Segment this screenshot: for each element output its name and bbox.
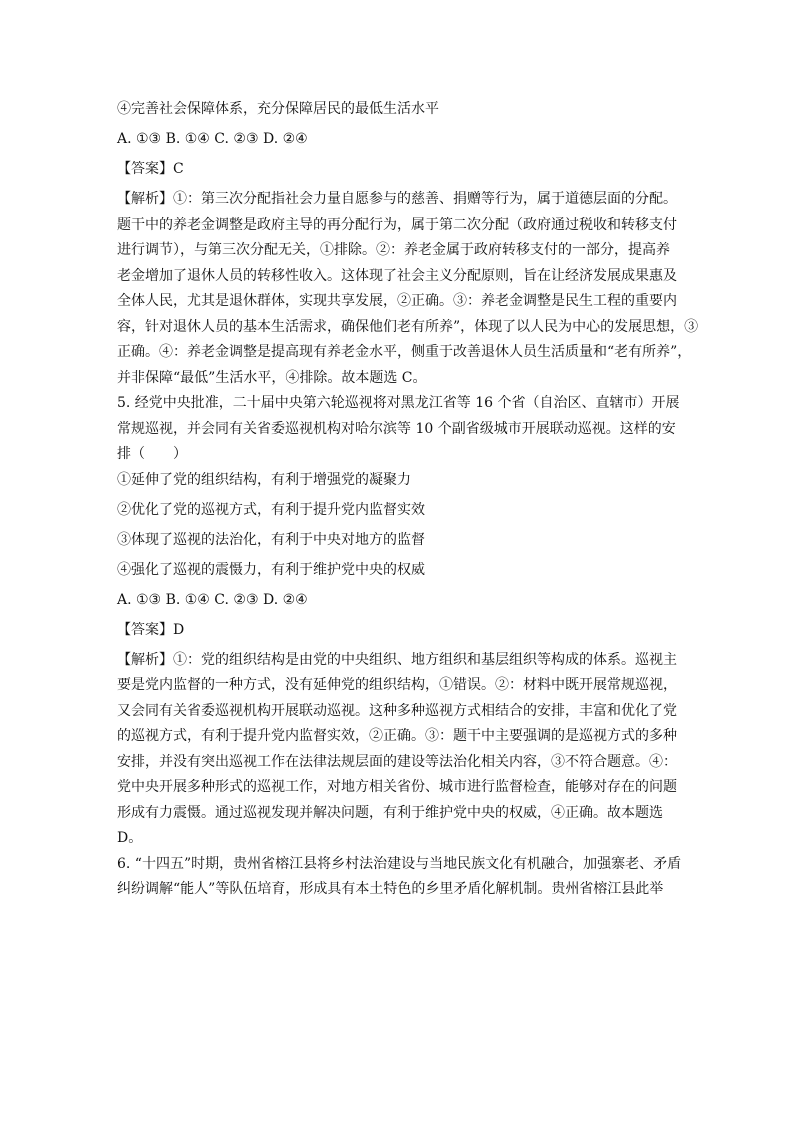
answer-label: 【答案】 xyxy=(117,161,173,177)
q6-stem-line: 6. “十四五”时期，贵州省榕江县将乡村法治建设与当地民族文化有机融合，加强寨老、矛盾 xyxy=(117,855,682,872)
q5-option-4: ④强化了巡视的震慑力，有利于维护党中央的权威 xyxy=(117,561,425,578)
q5-analysis-line: 要是党内监督的一种方式，没有延伸党的组织结构，①错误。②：材料中既开展常规巡视， xyxy=(117,677,677,693)
q4-choices: A. ①③ B. ①④ C. ②③ D. ②④ xyxy=(117,131,308,147)
q4-analysis-line: 正确。④：养老金调整是提高现有养老金水平，侧重于改善退休人员生活质量和“老有所养”， xyxy=(117,344,692,360)
q6-stem-line: 纠纷调解“能人”等队伍培育，形成具有本土特色的乡里矛盾化解机制。贵州省榕江县此举 xyxy=(117,881,664,897)
q5-analysis-line: 【解析】①：党的组织结构是由党的中央组织、地方组织和基层组织等构成的体系。巡视主 xyxy=(117,651,677,668)
q4-answer xyxy=(117,160,687,179)
q5-option-2: ②优化了党的巡视方式，有利于提升党内监督实效 xyxy=(117,501,425,518)
q5-analysis-line: D。 xyxy=(117,830,143,846)
q5-analysis-line: 安排，并没有突出巡视工作在法律法规层面的建设等法治化相关内容，③不符合题意。④： xyxy=(117,753,677,770)
q4-analysis-line: 进行调节），与第三次分配无关，①排除。②：养老金属于政府转移支付的一部分，提高养 xyxy=(117,242,670,258)
q5-option-3: ③体现了巡视的法治化，有利于中央对地方的监督 xyxy=(117,531,425,548)
document-page xyxy=(117,100,699,899)
q5-stem-line: 5. 经党中央批准，二十届中央第六轮巡视将对黑龙江省等 16 个省（自治区、直辖市）开展 xyxy=(117,395,680,411)
analysis-label: 【解析】 xyxy=(117,191,173,207)
analysis-label: 【解析】 xyxy=(117,651,173,668)
q4-option-4: ④完善社会保障体系，充分保障居民的最低生活水平 xyxy=(117,101,439,117)
q5-analysis-line: 又会同有关省委巡视机构开展联动巡视。这种多种巡视方式相结合的安排，丰富和优化了党 xyxy=(117,702,677,719)
q4-analysis-line: 老金增加了退休人员的转移性收入。这体现了社会主义分配原则，旨在让经济发展成果惠及 xyxy=(117,267,677,284)
answer-label: 【答案】 xyxy=(117,621,173,638)
q4-analysis-line: 全体人民，尤其是退休群体，实现共享发展，②正确。③：养老金调整是民生工程的重要内 xyxy=(117,293,677,309)
q4-analysis-line: 并非保障“最低”生活水平，④排除。故本题选 C。 xyxy=(117,369,427,386)
q5-analysis-line: 的巡视方式，有利于提升党内监督实效，②正确。③：题干中主要强调的是巡视方式的多种 xyxy=(117,728,677,744)
answer-value: D xyxy=(173,621,185,638)
q5-option-1: ①延伸了党的组织结构，有利于增强党的凝聚力 xyxy=(117,471,411,488)
q5-stem-line: 排（ ） xyxy=(117,446,187,462)
q5-stem-line: 常规巡视，并会同有关省委巡视机构对哈尔滨等 10 个副省级城市开展联动巡视。这样的安 xyxy=(117,420,676,437)
q4-analysis-line: 【解析】①：第三次分配指社会力量自愿参与的慈善、捐赠等行为，属于道德层面的分配。 xyxy=(117,191,677,207)
answer-value: C xyxy=(173,161,184,177)
q5-choices: A. ①③ B. ①④ C. ②③ D. ②④ xyxy=(117,591,308,608)
q5-analysis-line: 党中央开展多种形式的巡视工作，对地方相关省份、城市进行监督检查，能够对存在的问题 xyxy=(117,779,677,795)
q4-analysis-line: 容，针对退休人员的基本生活需求，确保他们老有所养”，体现了以人民为中心的发展思想，③ xyxy=(117,318,699,335)
q5-answer xyxy=(117,621,687,640)
q5-analysis-line: 形成有力震慑。通过巡视发现并解决问题，有利于维护党中央的权威，④正确。故本题选 xyxy=(117,804,663,821)
q4-analysis-line: 题干中的养老金调整是政府主导的再分配行为，属于第二次分配（政府通过税收和转移支付 xyxy=(117,216,677,233)
